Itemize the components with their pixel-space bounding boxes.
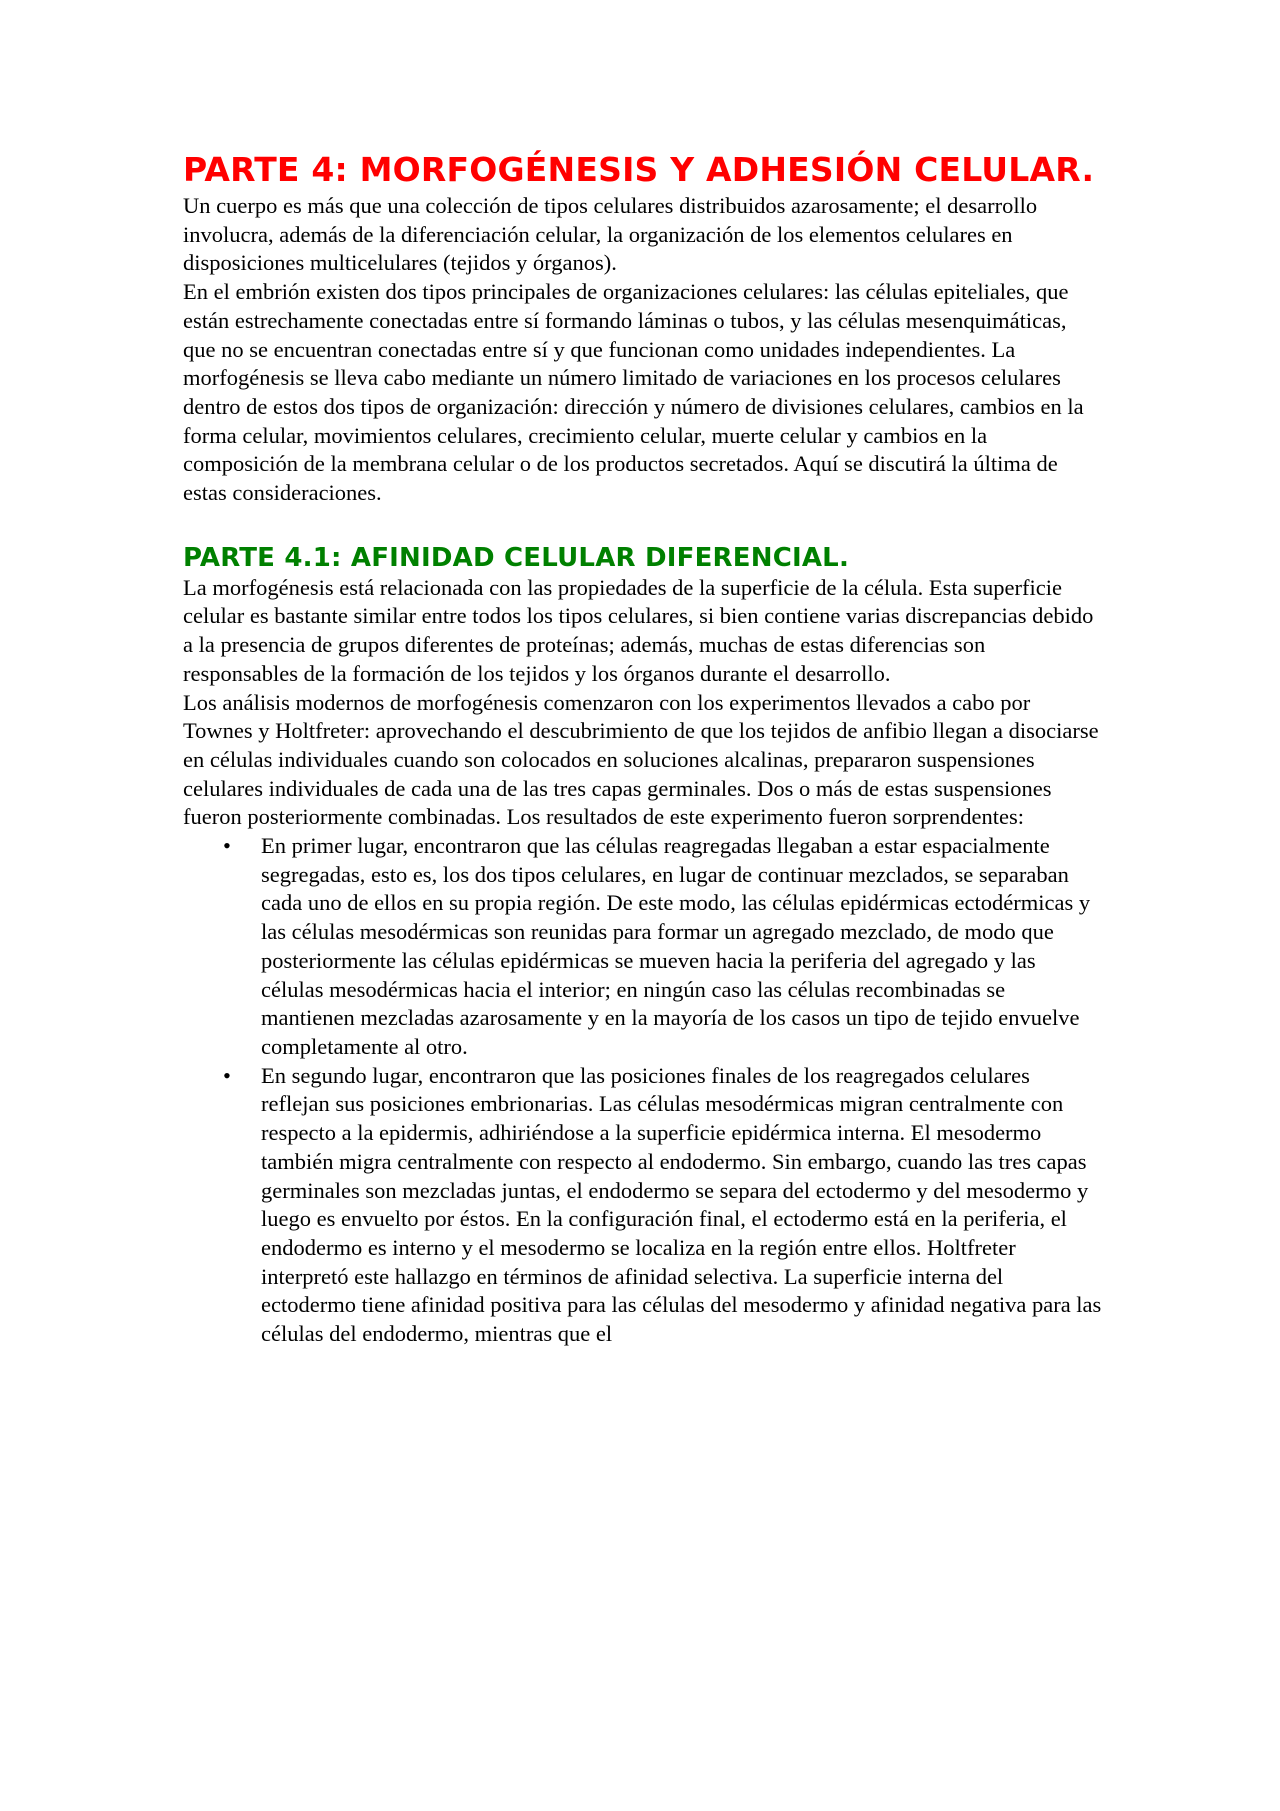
section-title: PARTE 4.1: AFINIDAD CELULAR DIFERENCIAL.: [183, 542, 850, 573]
bullet-icon: •: [223, 1062, 231, 1088]
list-item-text: En segundo lugar, encontraron que las posiciones finales de los reagregados celulares reflejan sus posiciones embrionarias. Las células mesodérmicas migran centralmente con respecto a la epidermis, adhiriéndose a la superficie epidérmica interna. El mesodermo también migra centralmente con respecto al endodermo. Sin embargo, cuando las tres capas germinales son mezcladas juntas, el endodermo se separa del ectodermo y del mesodermo y luego es envuelto por éstos. En la configuración final, el ectodermo está en la periferia, el endodermo es interno y el mesodermo se localiza en la región entre ellos. Holtfreter interpretó este hallazgo en términos de afinidad selectiva. La superficie interna del ectodermo tiene afinidad positiva para las células del mesodermo y afinidad negativa para las células del endodermo, mientras que el: [261, 1062, 1102, 1347]
list-item: [183, 1062, 1103, 1349]
page-title: PARTE 4: MORFOGÉNESIS Y ADHESIÓN CELULAR.: [183, 150, 1095, 189]
document-page: [183, 148, 1103, 1349]
list-item: [183, 832, 1103, 1062]
list-item-text: En primer lugar, encontraron que las células reagregadas llegaban a estar espacialmente segregadas, esto es, los dos tipos celulares, en lugar de continuar mezclados, se separaban cada uno de ellos en su propia región. De este modo, las células epidérmicas ectodérmicas y las células mesodérmicas son reunidas para formar un agregado mezclado, de modo que posteriormente las células epidérmicas se mueven hacia la periferia del agregado y las células mesodérmicas hacia el interior; en ningún caso las células recombinadas se mantienen mezcladas azarosamente y en la mayoría de los casos un tipo de tejido envuelve completamente al otro.: [261, 833, 1091, 1059]
results-list: [183, 832, 1103, 1349]
analysis-paragraph: Los análisis modernos de morfogénesis comenzaron con los experimentos llevados a cabo por Townes y Holtfreter: aprovechando el descubrimiento de que los tejidos de anfibio llegan a disociarse en células individuales cuando son colocados en soluciones alcalinas, prepararon suspensiones celulares individuales de cada una de las tres capas germinales. Dos o más de estas suspensiones fueron posteriormente combinadas. Los resultados de este experimento fueron sorprendentes:: [183, 689, 1099, 830]
intro-paragraph: Un cuerpo es más que una colección de tipos celulares distribuidos azarosamente; el desarrollo involucra, además de la diferenciación celular, la organización de los elementos celulares en disposiciones multicelulares (tejidos y órganos).: [183, 193, 1038, 276]
bullet-icon: •: [223, 833, 231, 859]
embryo-paragraph: En el embrión existen dos tipos principales de organizaciones celulares: las células epiteliales, que están estrechamente conectadas entre sí formando láminas o tubos, y las células mesenquimáticas, que no se encuentran conectadas entre sí y que funcionan como unidades independientes. La morfogénesis se lleva cabo mediante un número limitado de variaciones en los procesos celulares dentro de estos dos tipos de organización: dirección y número de divisiones celulares, cambios en la forma celular, movimientos celulares, crecimiento celular, muerte celular y cambios en la composición de la membrana celular o de los productos secretados. Aquí se discutirá la última de estas consideraciones.: [183, 279, 1084, 506]
surface-paragraph: La morfogénesis está relacionada con las propiedades de la superficie de la célula. Esta superficie celular es bastante similar entre todos los tipos celulares, si bien contiene varias discrepancias debido a la presencia de grupos diferentes de proteínas; además, muchas de estas diferencias son responsables de la formación de los tejidos y los órganos durante el desarrollo.: [183, 574, 1094, 686]
